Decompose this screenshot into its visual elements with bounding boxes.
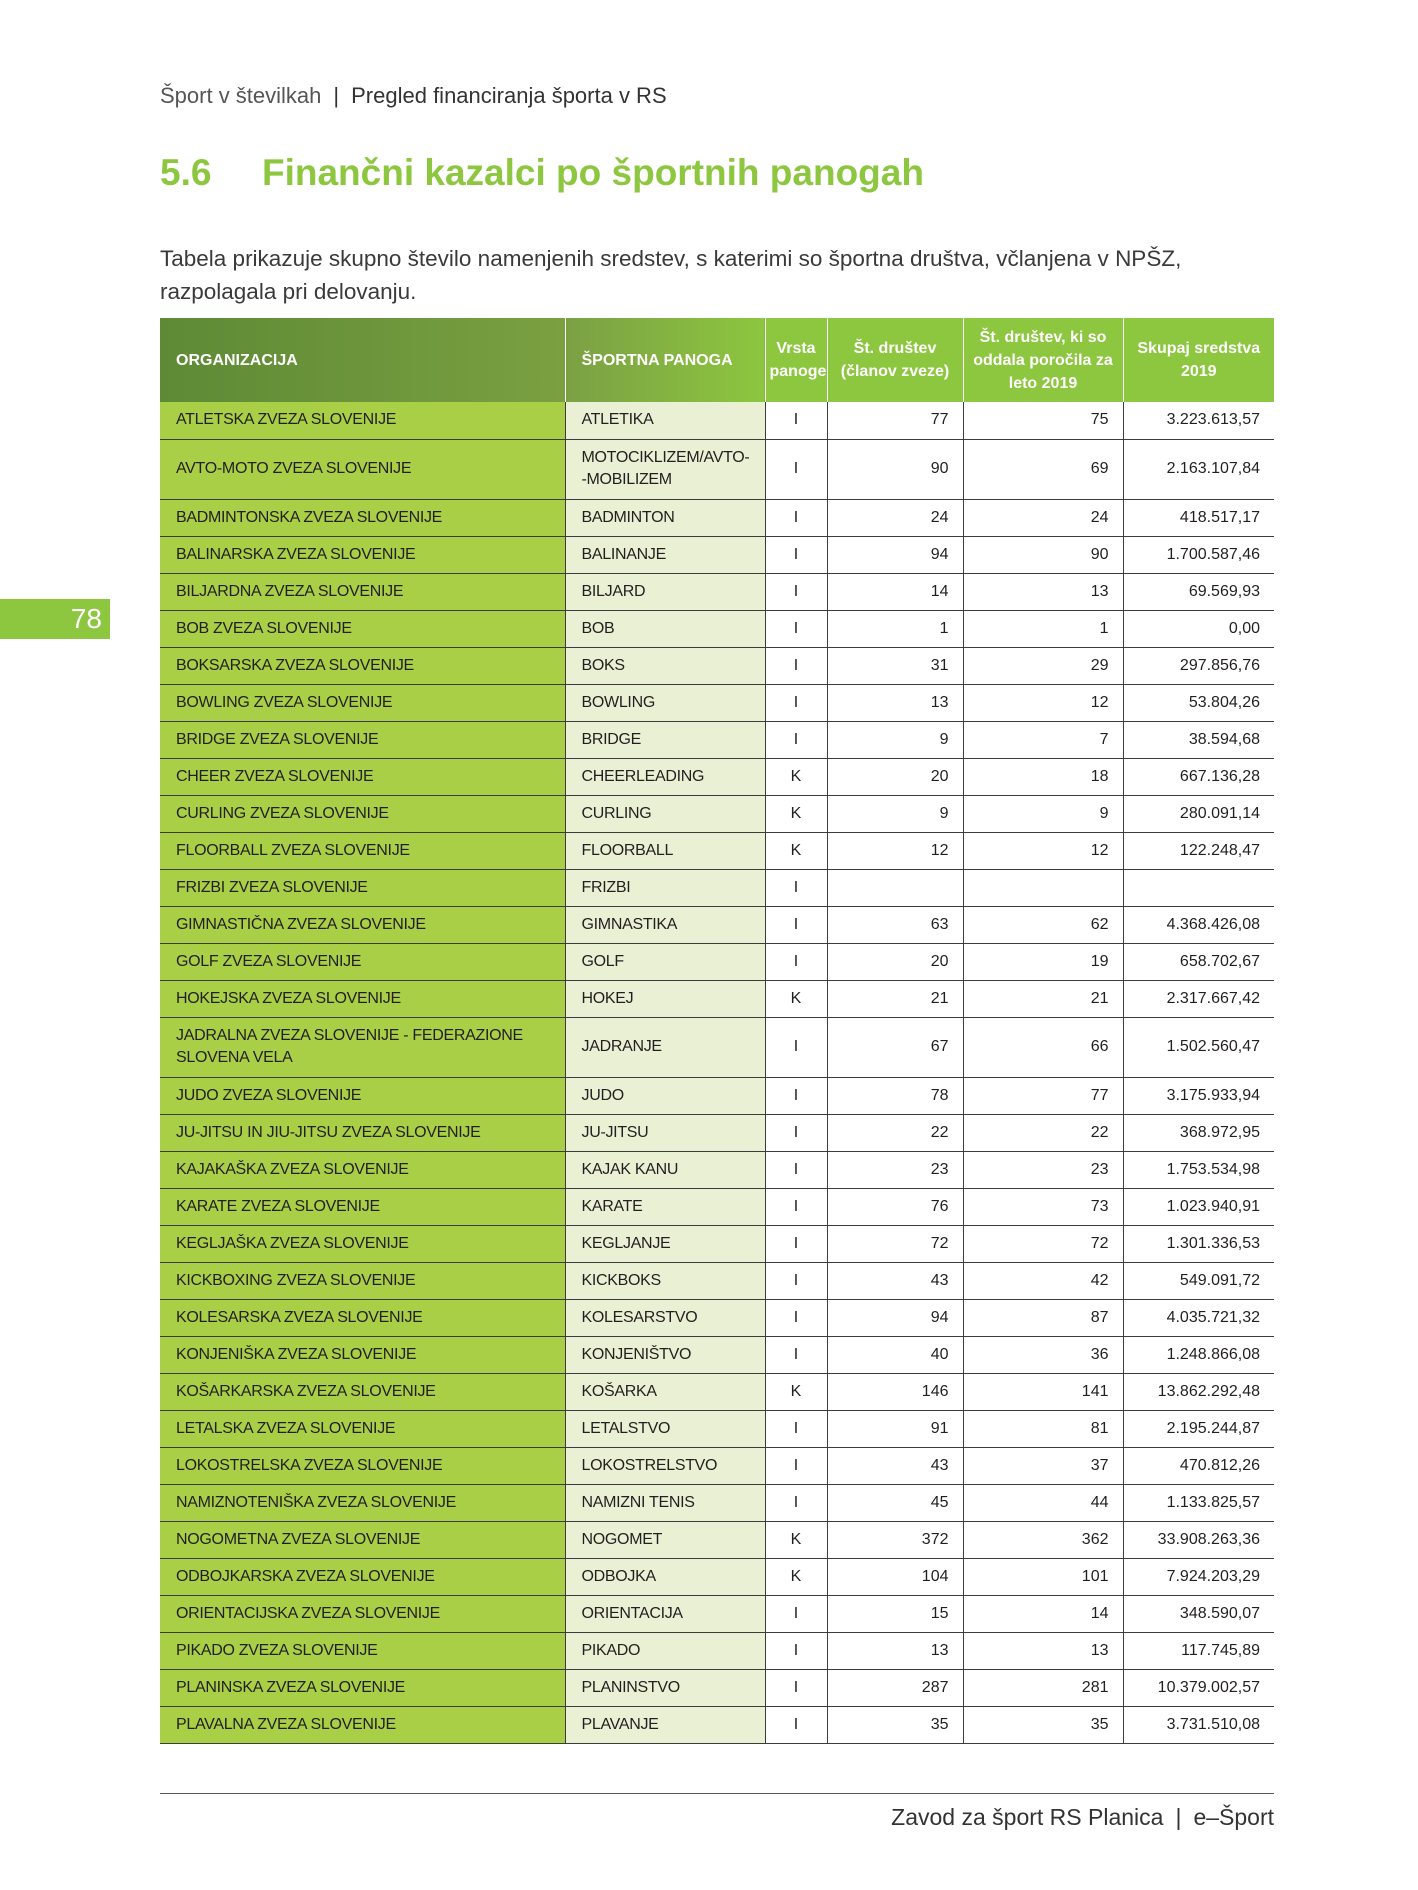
cell-club-count: 72 — [827, 1225, 963, 1262]
cell-reporting-clubs: 9 — [963, 795, 1123, 832]
cell-sport: ORIENTACIJA — [565, 1595, 765, 1632]
cell-total-funds: 4.368.426,08 — [1123, 906, 1274, 943]
cell-reporting-clubs: 18 — [963, 758, 1123, 795]
cell-total-funds: 3.223.613,57 — [1123, 402, 1274, 439]
table-row — [160, 1151, 1274, 1188]
cell-sport-type: I — [765, 1336, 827, 1373]
section-title — [160, 152, 924, 194]
cell-organization: BADMINTONSKA ZVEZA SLOVENIJE — [160, 499, 565, 536]
cell-sport: HOKEJ — [565, 980, 765, 1017]
table-row — [160, 1632, 1274, 1669]
cell-total-funds: 3.175.933,94 — [1123, 1077, 1274, 1114]
cell-club-count: 9 — [827, 795, 963, 832]
cell-total-funds: 368.972,95 — [1123, 1114, 1274, 1151]
cell-reporting-clubs: 21 — [963, 980, 1123, 1017]
cell-organization: BOKSARSKA ZVEZA SLOVENIJE — [160, 647, 565, 684]
cell-sport-type: I — [765, 439, 827, 499]
cell-reporting-clubs: 77 — [963, 1077, 1123, 1114]
cell-club-count: 13 — [827, 1632, 963, 1669]
cell-sport: CHEERLEADING — [565, 758, 765, 795]
cell-sport: KEGLJANJE — [565, 1225, 765, 1262]
cell-club-count: 76 — [827, 1188, 963, 1225]
cell-sport: GIMNASTIKA — [565, 906, 765, 943]
cell-total-funds: 2.317.667,42 — [1123, 980, 1274, 1017]
table-row — [160, 1262, 1274, 1299]
cell-organization: PIKADO ZVEZA SLOVENIJE — [160, 1632, 565, 1669]
cell-sport: NOGOMET — [565, 1521, 765, 1558]
cell-sport-type: I — [765, 721, 827, 758]
cell-sport: KOŠARKA — [565, 1373, 765, 1410]
running-header-left: Šport v številkah — [160, 83, 322, 108]
cell-organization: FRIZBI ZVEZA SLOVENIJE — [160, 869, 565, 906]
cell-organization: KICKBOXING ZVEZA SLOVENIJE — [160, 1262, 565, 1299]
cell-reporting-clubs: 14 — [963, 1595, 1123, 1632]
cell-organization: GIMNASTIČNA ZVEZA SLOVENIJE — [160, 906, 565, 943]
table-row — [160, 1410, 1274, 1447]
cell-organization: JADRALNA ZVEZA SLOVENIJE - FEDERAZIONE SLOVENA VELA — [160, 1017, 565, 1077]
cell-total-funds: 280.091,14 — [1123, 795, 1274, 832]
cell-sport: PLAVANJE — [565, 1706, 765, 1743]
cell-reporting-clubs: 66 — [963, 1017, 1123, 1077]
cell-reporting-clubs: 362 — [963, 1521, 1123, 1558]
cell-sport: PLANINSTVO — [565, 1669, 765, 1706]
running-header-right: Pregled financiranja športa v RS — [351, 83, 667, 108]
table-row — [160, 1595, 1274, 1632]
cell-organization: LETALSKA ZVEZA SLOVENIJE — [160, 1410, 565, 1447]
cell-club-count: 13 — [827, 684, 963, 721]
cell-organization: KEGLJAŠKA ZVEZA SLOVENIJE — [160, 1225, 565, 1262]
running-header-separator: | — [333, 83, 340, 108]
cell-total-funds: 470.812,26 — [1123, 1447, 1274, 1484]
cell-sport-type: I — [765, 1077, 827, 1114]
cell-sport-type: I — [765, 869, 827, 906]
table-body — [160, 402, 1274, 1743]
intro-paragraph: Tabela prikazuje skupno število namenjenih sredstev, s katerimi so športna društva, včlanjena v NPŠZ, razpolagala pri delovanju. — [160, 246, 1182, 304]
footer-right: e–Šport — [1193, 1804, 1274, 1830]
cell-total-funds: 10.379.002,57 — [1123, 1669, 1274, 1706]
cell-club-count: 77 — [827, 402, 963, 439]
cell-sport-type: I — [765, 1114, 827, 1151]
table-row — [160, 536, 1274, 573]
cell-club-count: 67 — [827, 1017, 963, 1077]
cell-organization: AVTO-MOTO ZVEZA SLOVENIJE — [160, 439, 565, 499]
table-row — [160, 1373, 1274, 1410]
cell-club-count: 104 — [827, 1558, 963, 1595]
cell-reporting-clubs: 69 — [963, 439, 1123, 499]
cell-sport-type: I — [765, 1151, 827, 1188]
cell-club-count: 35 — [827, 1706, 963, 1743]
cell-organization: JU-JITSU IN JIU-JITSU ZVEZA SLOVENIJE — [160, 1114, 565, 1151]
cell-organization: KARATE ZVEZA SLOVENIJE — [160, 1188, 565, 1225]
cell-sport-type: K — [765, 980, 827, 1017]
cell-total-funds: 122.248,47 — [1123, 832, 1274, 869]
table-row — [160, 684, 1274, 721]
cell-reporting-clubs: 1 — [963, 610, 1123, 647]
cell-sport: JUDO — [565, 1077, 765, 1114]
cell-organization: GOLF ZVEZA SLOVENIJE — [160, 943, 565, 980]
cell-total-funds: 4.035.721,32 — [1123, 1299, 1274, 1336]
cell-reporting-clubs: 81 — [963, 1410, 1123, 1447]
cell-total-funds: 1.502.560,47 — [1123, 1017, 1274, 1077]
cell-sport-type: I — [765, 1669, 827, 1706]
cell-sport: PIKADO — [565, 1632, 765, 1669]
cell-sport: ATLETIKA — [565, 402, 765, 439]
table-row — [160, 1114, 1274, 1151]
table-row — [160, 1225, 1274, 1262]
cell-sport-type: I — [765, 1188, 827, 1225]
cell-sport-type: I — [765, 1484, 827, 1521]
table-row — [160, 1077, 1274, 1114]
cell-sport-type: I — [765, 1706, 827, 1743]
column-header-sport-type: Vrsta panoge — [765, 318, 827, 402]
cell-reporting-clubs: 35 — [963, 1706, 1123, 1743]
cell-sport-type: K — [765, 1521, 827, 1558]
cell-club-count: 63 — [827, 906, 963, 943]
cell-organization: KONJENIŠKA ZVEZA SLOVENIJE — [160, 1336, 565, 1373]
cell-total-funds: 3.731.510,08 — [1123, 1706, 1274, 1743]
cell-reporting-clubs: 19 — [963, 943, 1123, 980]
cell-reporting-clubs: 90 — [963, 536, 1123, 573]
cell-club-count: 372 — [827, 1521, 963, 1558]
cell-sport: KONJENIŠTVO — [565, 1336, 765, 1373]
cell-club-count: 90 — [827, 439, 963, 499]
cell-club-count: 1 — [827, 610, 963, 647]
cell-sport: FLOORBALL — [565, 832, 765, 869]
footer-divider — [160, 1793, 1274, 1794]
cell-organization: NAMIZNOTENIŠKA ZVEZA SLOVENIJE — [160, 1484, 565, 1521]
cell-total-funds: 7.924.203,29 — [1123, 1558, 1274, 1595]
table-row — [160, 832, 1274, 869]
table-row — [160, 1188, 1274, 1225]
cell-sport: BADMINTON — [565, 499, 765, 536]
cell-sport-type: I — [765, 647, 827, 684]
cell-organization: HOKEJSKA ZVEZA SLOVENIJE — [160, 980, 565, 1017]
column-header-total-funds: Skupaj sredstva 2019 — [1123, 318, 1274, 402]
cell-total-funds: 667.136,28 — [1123, 758, 1274, 795]
cell-club-count: 21 — [827, 980, 963, 1017]
cell-organization: CURLING ZVEZA SLOVENIJE — [160, 795, 565, 832]
table-row — [160, 721, 1274, 758]
table-header-row — [160, 318, 1274, 402]
cell-organization: PLANINSKA ZVEZA SLOVENIJE — [160, 1669, 565, 1706]
cell-total-funds: 348.590,07 — [1123, 1595, 1274, 1632]
cell-sport-type: K — [765, 1373, 827, 1410]
table-row — [160, 1299, 1274, 1336]
cell-sport-type: I — [765, 402, 827, 439]
cell-club-count: 43 — [827, 1262, 963, 1299]
cell-total-funds: 0,00 — [1123, 610, 1274, 647]
footer-separator: | — [1175, 1804, 1182, 1830]
cell-sport: LETALSTVO — [565, 1410, 765, 1447]
cell-organization: ORIENTACIJSKA ZVEZA SLOVENIJE — [160, 1595, 565, 1632]
running-header — [160, 83, 667, 109]
cell-organization: BILJARDNA ZVEZA SLOVENIJE — [160, 573, 565, 610]
cell-total-funds: 2.195.244,87 — [1123, 1410, 1274, 1447]
cell-sport: JU-JITSU — [565, 1114, 765, 1151]
cell-total-funds: 117.745,89 — [1123, 1632, 1274, 1669]
footer-left: Zavod za šport RS Planica — [891, 1804, 1164, 1830]
table-row — [160, 1706, 1274, 1743]
cell-sport: GOLF — [565, 943, 765, 980]
cell-sport-type: I — [765, 1299, 827, 1336]
cell-reporting-clubs: 37 — [963, 1447, 1123, 1484]
cell-reporting-clubs: 42 — [963, 1262, 1123, 1299]
cell-club-count: 14 — [827, 573, 963, 610]
cell-club-count: 15 — [827, 1595, 963, 1632]
table-row — [160, 1336, 1274, 1373]
cell-organization: BRIDGE ZVEZA SLOVENIJE — [160, 721, 565, 758]
cell-sport: KARATE — [565, 1188, 765, 1225]
cell-club-count: 287 — [827, 1669, 963, 1706]
cell-total-funds: 549.091,72 — [1123, 1262, 1274, 1299]
cell-total-funds — [1123, 869, 1274, 906]
column-header-reporting-clubs: Št. društev, ki so oddala poročila za leto 2019 — [963, 318, 1123, 402]
table-row — [160, 499, 1274, 536]
cell-club-count: 146 — [827, 1373, 963, 1410]
cell-sport: ODBOJKA — [565, 1558, 765, 1595]
cell-organization: FLOORBALL ZVEZA SLOVENIJE — [160, 832, 565, 869]
table-row — [160, 906, 1274, 943]
cell-organization: KOŠARKARSKA ZVEZA SLOVENIJE — [160, 1373, 565, 1410]
cell-club-count: 20 — [827, 943, 963, 980]
table-row — [160, 1484, 1274, 1521]
cell-reporting-clubs: 87 — [963, 1299, 1123, 1336]
table-row — [160, 402, 1274, 439]
cell-sport-type: I — [765, 1262, 827, 1299]
cell-reporting-clubs: 101 — [963, 1558, 1123, 1595]
cell-total-funds: 297.856,76 — [1123, 647, 1274, 684]
cell-reporting-clubs: 13 — [963, 1632, 1123, 1669]
cell-total-funds: 1.133.825,57 — [1123, 1484, 1274, 1521]
cell-total-funds: 38.594,68 — [1123, 721, 1274, 758]
cell-sport: BOKS — [565, 647, 765, 684]
cell-club-count: 24 — [827, 499, 963, 536]
section-number: 5.6 — [160, 152, 212, 193]
table-row — [160, 795, 1274, 832]
cell-total-funds: 1.023.940,91 — [1123, 1188, 1274, 1225]
cell-club-count — [827, 869, 963, 906]
cell-reporting-clubs: 12 — [963, 832, 1123, 869]
table-row — [160, 1558, 1274, 1595]
cell-total-funds: 33.908.263,36 — [1123, 1521, 1274, 1558]
cell-sport-type: K — [765, 758, 827, 795]
cell-club-count: 31 — [827, 647, 963, 684]
cell-club-count: 45 — [827, 1484, 963, 1521]
cell-sport-type: I — [765, 943, 827, 980]
cell-reporting-clubs: 141 — [963, 1373, 1123, 1410]
cell-sport: BOB — [565, 610, 765, 647]
section-title-text: Finančni kazalci po športnih panogah — [262, 152, 924, 193]
cell-club-count: 94 — [827, 536, 963, 573]
cell-total-funds: 1.301.336,53 — [1123, 1225, 1274, 1262]
cell-sport: NAMIZNI TENIS — [565, 1484, 765, 1521]
cell-club-count: 12 — [827, 832, 963, 869]
cell-sport-type: I — [765, 1017, 827, 1077]
cell-reporting-clubs: 24 — [963, 499, 1123, 536]
cell-sport: JADRANJE — [565, 1017, 765, 1077]
table-row — [160, 758, 1274, 795]
cell-sport: BRIDGE — [565, 721, 765, 758]
cell-organization: LOKOSTRELSKA ZVEZA SLOVENIJE — [160, 1447, 565, 1484]
cell-total-funds: 69.569,93 — [1123, 573, 1274, 610]
cell-sport-type: I — [765, 906, 827, 943]
cell-reporting-clubs: 12 — [963, 684, 1123, 721]
cell-sport: CURLING — [565, 795, 765, 832]
cell-reporting-clubs: 62 — [963, 906, 1123, 943]
cell-sport-type: K — [765, 832, 827, 869]
cell-club-count: 91 — [827, 1410, 963, 1447]
table-row — [160, 647, 1274, 684]
table-row — [160, 943, 1274, 980]
cell-total-funds: 2.163.107,84 — [1123, 439, 1274, 499]
cell-sport: LOKOSTRELSTVO — [565, 1447, 765, 1484]
column-header-organization: ORGANIZACIJA — [160, 318, 565, 402]
table-row — [160, 1521, 1274, 1558]
cell-club-count: 23 — [827, 1151, 963, 1188]
cell-total-funds: 53.804,26 — [1123, 684, 1274, 721]
cell-sport: KAJAK KANU — [565, 1151, 765, 1188]
cell-total-funds: 13.862.292,48 — [1123, 1373, 1274, 1410]
cell-reporting-clubs: 7 — [963, 721, 1123, 758]
table-row — [160, 869, 1274, 906]
cell-organization: BOB ZVEZA SLOVENIJE — [160, 610, 565, 647]
column-header-club-count: Št. društev (članov zveze) — [827, 318, 963, 402]
cell-sport-type: I — [765, 536, 827, 573]
cell-total-funds: 658.702,67 — [1123, 943, 1274, 980]
funding-table — [160, 318, 1274, 1744]
cell-club-count: 20 — [827, 758, 963, 795]
cell-sport: FRIZBI — [565, 869, 765, 906]
cell-reporting-clubs: 44 — [963, 1484, 1123, 1521]
cell-sport: KOLESARSTVO — [565, 1299, 765, 1336]
cell-sport: MOTOCIKLIZEM/AVTO--MOBILIZEM — [565, 439, 765, 499]
cell-reporting-clubs: 29 — [963, 647, 1123, 684]
table-row — [160, 610, 1274, 647]
cell-sport-type: I — [765, 1595, 827, 1632]
cell-sport-type: I — [765, 573, 827, 610]
table-row — [160, 573, 1274, 610]
cell-reporting-clubs: 36 — [963, 1336, 1123, 1373]
cell-reporting-clubs: 72 — [963, 1225, 1123, 1262]
cell-sport-type: I — [765, 610, 827, 647]
cell-reporting-clubs: 22 — [963, 1114, 1123, 1151]
page-number-tab: 78 — [0, 599, 110, 639]
cell-reporting-clubs: 23 — [963, 1151, 1123, 1188]
cell-sport: KICKBOKS — [565, 1262, 765, 1299]
cell-sport-type: I — [765, 1632, 827, 1669]
cell-sport: BILJARD — [565, 573, 765, 610]
cell-total-funds: 1.700.587,46 — [1123, 536, 1274, 573]
cell-club-count: 9 — [827, 721, 963, 758]
cell-club-count: 94 — [827, 1299, 963, 1336]
cell-reporting-clubs: 281 — [963, 1669, 1123, 1706]
cell-sport-type: K — [765, 1558, 827, 1595]
cell-organization: JUDO ZVEZA SLOVENIJE — [160, 1077, 565, 1114]
cell-organization: ODBOJKARSKA ZVEZA SLOVENIJE — [160, 1558, 565, 1595]
cell-sport-type: I — [765, 1410, 827, 1447]
cell-reporting-clubs: 13 — [963, 573, 1123, 610]
cell-reporting-clubs — [963, 869, 1123, 906]
table-row — [160, 439, 1274, 499]
cell-club-count: 43 — [827, 1447, 963, 1484]
cell-sport-type: I — [765, 499, 827, 536]
cell-sport-type: I — [765, 1225, 827, 1262]
cell-club-count: 78 — [827, 1077, 963, 1114]
cell-total-funds: 1.248.866,08 — [1123, 1336, 1274, 1373]
cell-sport-type: I — [765, 684, 827, 721]
table-row — [160, 980, 1274, 1017]
cell-reporting-clubs: 73 — [963, 1188, 1123, 1225]
cell-organization: NOGOMETNA ZVEZA SLOVENIJE — [160, 1521, 565, 1558]
cell-organization: BOWLING ZVEZA SLOVENIJE — [160, 684, 565, 721]
cell-sport: BALINANJE — [565, 536, 765, 573]
cell-sport-type: K — [765, 795, 827, 832]
column-header-sport: ŠPORTNA PANOGA — [565, 318, 765, 402]
cell-organization: ATLETSKA ZVEZA SLOVENIJE — [160, 402, 565, 439]
cell-total-funds: 418.517,17 — [1123, 499, 1274, 536]
cell-sport-type: I — [765, 1447, 827, 1484]
table-row — [160, 1669, 1274, 1706]
cell-organization: BALINARSKA ZVEZA SLOVENIJE — [160, 536, 565, 573]
table-row — [160, 1017, 1274, 1077]
cell-sport: BOWLING — [565, 684, 765, 721]
cell-organization: KAJAKAŠKA ZVEZA SLOVENIJE — [160, 1151, 565, 1188]
table-row — [160, 1447, 1274, 1484]
footer — [891, 1804, 1274, 1831]
cell-club-count: 22 — [827, 1114, 963, 1151]
cell-total-funds: 1.753.534,98 — [1123, 1151, 1274, 1188]
cell-organization: PLAVALNA ZVEZA SLOVENIJE — [160, 1706, 565, 1743]
cell-organization: KOLESARSKA ZVEZA SLOVENIJE — [160, 1299, 565, 1336]
cell-reporting-clubs: 75 — [963, 402, 1123, 439]
cell-organization: CHEER ZVEZA SLOVENIJE — [160, 758, 565, 795]
cell-club-count: 40 — [827, 1336, 963, 1373]
